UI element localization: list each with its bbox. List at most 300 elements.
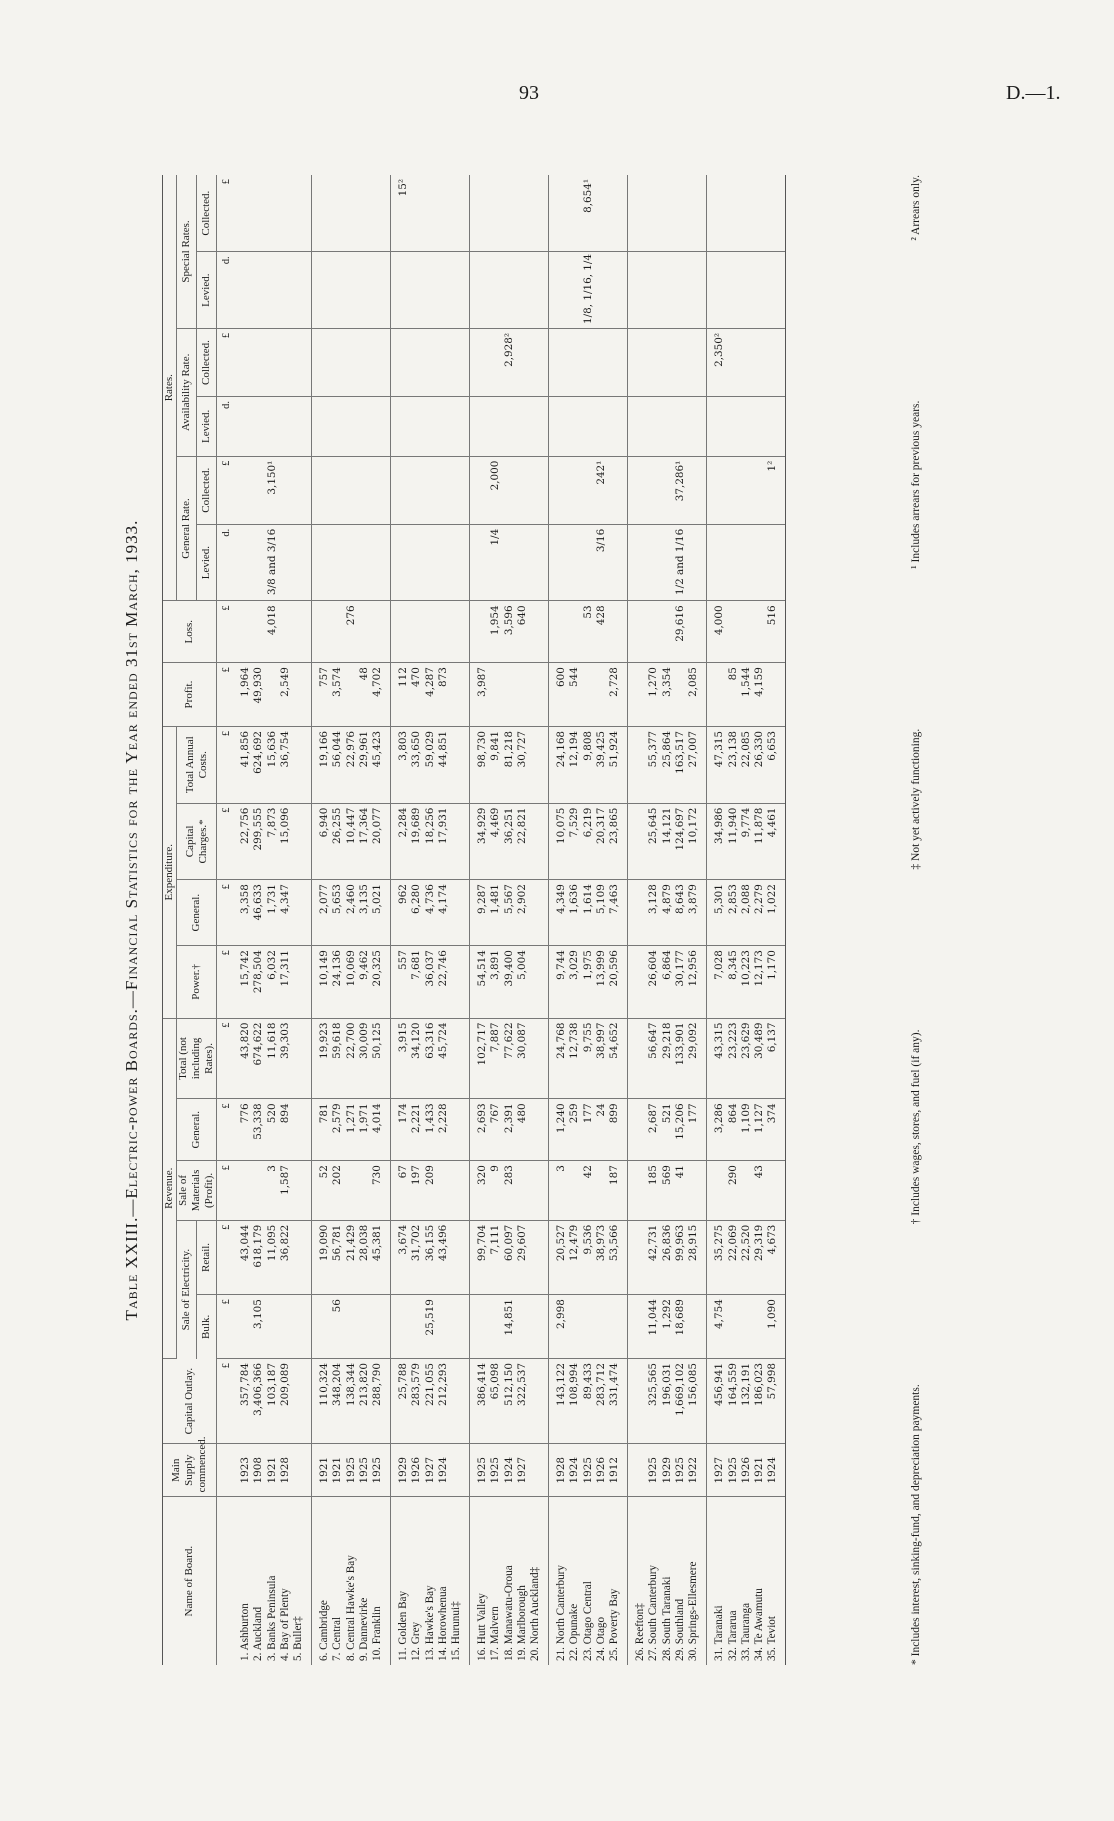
table-cell bbox=[516, 1161, 529, 1221]
table-cell bbox=[628, 252, 648, 329]
table-row bbox=[266, 175, 279, 1665]
table-cell bbox=[358, 252, 371, 329]
table-cell bbox=[529, 663, 549, 727]
table-cell: 29,616 bbox=[674, 601, 687, 663]
table-cell: 1,270 bbox=[647, 663, 660, 727]
table-cell: 99,963 bbox=[674, 1220, 687, 1294]
table-cell bbox=[331, 175, 344, 252]
table-cell bbox=[568, 524, 581, 601]
table-cell bbox=[233, 1161, 252, 1221]
table-cell bbox=[424, 524, 437, 601]
table-cell: 9,755 bbox=[582, 1018, 595, 1099]
table-cell: 3,128 bbox=[647, 880, 660, 946]
header-special-collected: Collected. bbox=[197, 175, 217, 252]
table-cell: 28,038 bbox=[358, 1220, 371, 1294]
table-cell: 34,986 bbox=[707, 803, 727, 880]
table-cell: 428 bbox=[595, 601, 608, 663]
table-cell: 2,902 bbox=[516, 880, 529, 946]
table-cell: 6,219 bbox=[582, 803, 595, 880]
header-power: Power.† bbox=[177, 946, 217, 1018]
table-cell: 4,879 bbox=[661, 880, 674, 946]
table-cell bbox=[549, 397, 569, 457]
table-cell: 12,173 bbox=[753, 946, 766, 1018]
table-cell bbox=[516, 663, 529, 727]
table-cell bbox=[661, 456, 674, 524]
table-cell bbox=[687, 175, 707, 252]
board-name-cell: 4. Bay of Plenty bbox=[278, 1588, 291, 1661]
table-cell bbox=[628, 803, 648, 880]
table-cell: 873 bbox=[437, 663, 450, 727]
table-cell bbox=[727, 601, 740, 663]
table-cell: 12,738 bbox=[568, 1018, 581, 1099]
table-cell bbox=[450, 1018, 470, 1099]
table-cell: 1,954 bbox=[489, 601, 502, 663]
table-cell: 4,347 bbox=[279, 880, 292, 946]
table-cell: 37,286¹ bbox=[674, 456, 687, 524]
table-cell bbox=[582, 1295, 595, 1359]
table-cell: 10,149 bbox=[312, 946, 332, 1018]
table-cell: 10,075 bbox=[549, 803, 569, 880]
table-cell bbox=[292, 1161, 312, 1221]
board-name-cell: 20. North Auckland‡ bbox=[529, 1497, 549, 1665]
unit-cell: £ bbox=[217, 1099, 234, 1161]
table-cell bbox=[450, 1220, 470, 1294]
table-row bbox=[766, 175, 786, 1665]
table-cell bbox=[707, 397, 727, 457]
table-cell bbox=[252, 1161, 265, 1221]
table-cell: 6,137 bbox=[766, 1018, 786, 1099]
footnote-arrears-only: ² Arrears only. bbox=[910, 175, 922, 241]
table-cell: 1924 bbox=[568, 1444, 581, 1497]
table-row bbox=[516, 175, 529, 1665]
table-cell: 23,223 bbox=[727, 1018, 740, 1099]
table-cell: 2,284 bbox=[391, 803, 411, 880]
table-row bbox=[740, 175, 753, 1665]
table-cell bbox=[707, 524, 727, 601]
footnote-not-functioning: ‡ Not yet actively functioning. bbox=[910, 728, 922, 870]
table-cell: 320 bbox=[470, 1161, 490, 1221]
table-cell bbox=[529, 1359, 549, 1444]
table-cell: 30,489 bbox=[753, 1018, 766, 1099]
financial-statistics-table bbox=[162, 175, 786, 1665]
table-cell: 41,856 bbox=[233, 726, 252, 803]
board-name-cell: 3. Banks Peninsula bbox=[265, 1575, 278, 1661]
table-cell: 456,941 bbox=[707, 1359, 727, 1444]
table-cell: 36,754 bbox=[279, 726, 292, 803]
table-cell: 7,887 bbox=[489, 1018, 502, 1099]
table-cell: 2,350² bbox=[707, 328, 727, 396]
table-cell bbox=[470, 328, 490, 396]
table-cell: 480 bbox=[516, 1099, 529, 1161]
table-cell bbox=[345, 397, 358, 457]
table-cell bbox=[516, 1295, 529, 1359]
table-cell bbox=[628, 397, 648, 457]
table-cell bbox=[437, 1161, 450, 1221]
table-cell: 1924 bbox=[766, 1444, 786, 1497]
table-cell: 640 bbox=[516, 601, 529, 663]
header-special-rates: Special Rates. bbox=[177, 175, 197, 328]
table-cell bbox=[292, 601, 312, 663]
table-cell: 2,687 bbox=[647, 1099, 660, 1161]
table-cell: 3,915 bbox=[391, 1018, 411, 1099]
table-cell bbox=[766, 328, 786, 396]
unit-cell: £ bbox=[217, 880, 234, 946]
table-cell bbox=[391, 397, 411, 457]
table-cell bbox=[529, 803, 549, 880]
table-cell bbox=[424, 397, 437, 457]
table-cell bbox=[437, 601, 450, 663]
table-cell: 386,414 bbox=[470, 1359, 490, 1444]
table-cell bbox=[595, 252, 608, 329]
table-cell bbox=[529, 328, 549, 396]
table-row bbox=[252, 175, 265, 1665]
table-cell bbox=[470, 524, 490, 601]
table-cell: 22,520 bbox=[740, 1220, 753, 1294]
table-cell bbox=[753, 397, 766, 457]
table-cell: 26,255 bbox=[331, 803, 344, 880]
table-cell bbox=[252, 328, 265, 396]
table-cell bbox=[687, 397, 707, 457]
table-cell bbox=[450, 1295, 470, 1359]
table-cell bbox=[549, 524, 569, 601]
table-cell bbox=[410, 524, 423, 601]
table-row bbox=[391, 175, 411, 1665]
table-cell bbox=[279, 524, 292, 601]
table-cell: 23,138 bbox=[727, 726, 740, 803]
table-cell bbox=[345, 524, 358, 601]
table-cell: 1908 bbox=[252, 1444, 265, 1497]
header-expenditure-general: General. bbox=[177, 880, 217, 946]
table-row bbox=[707, 175, 727, 1665]
table-cell: 1² bbox=[766, 456, 786, 524]
table-cell: 196,031 bbox=[661, 1359, 674, 1444]
table-cell bbox=[628, 1018, 648, 1099]
table-cell: 1,669,102 bbox=[674, 1359, 687, 1444]
table-cell bbox=[233, 524, 252, 601]
table-cell bbox=[233, 601, 252, 663]
table-cell bbox=[529, 524, 549, 601]
table-cell bbox=[529, 1099, 549, 1161]
header-total-annual-costs: Total Annual Costs. bbox=[177, 726, 217, 803]
table-cell: 221,055 bbox=[424, 1359, 437, 1444]
table-cell: 4,018 bbox=[266, 601, 279, 663]
table-cell: 102,717 bbox=[470, 1018, 490, 1099]
table-cell bbox=[529, 1018, 549, 1099]
table-cell bbox=[568, 1161, 581, 1221]
board-name-cell: 6. Cambridge bbox=[318, 1600, 331, 1661]
table-cell bbox=[628, 663, 648, 727]
table-cell bbox=[753, 524, 766, 601]
table-cell bbox=[753, 456, 766, 524]
table-cell: 2,279 bbox=[753, 880, 766, 946]
table-cell bbox=[358, 328, 371, 396]
table-cell bbox=[424, 252, 437, 329]
table-cell bbox=[331, 601, 344, 663]
header-availability-collected: Collected. bbox=[197, 328, 217, 396]
table-cell: 600 bbox=[549, 663, 569, 727]
table-cell: 15,206 bbox=[674, 1099, 687, 1161]
table-cell: 22,756 bbox=[233, 803, 252, 880]
table-cell: 99,704 bbox=[470, 1220, 490, 1294]
table-cell bbox=[740, 175, 753, 252]
table-cell bbox=[661, 601, 674, 663]
table-row bbox=[727, 175, 740, 1665]
table-cell bbox=[437, 397, 450, 457]
table-cell: 10,447 bbox=[345, 803, 358, 880]
table-cell: 10,223 bbox=[740, 946, 753, 1018]
table-cell bbox=[345, 175, 358, 252]
table-row bbox=[582, 175, 595, 1665]
table-cell bbox=[727, 328, 740, 396]
table-cell: 8,654¹ bbox=[582, 175, 595, 252]
header-expenditure: Expenditure. bbox=[163, 726, 177, 1018]
table-cell bbox=[410, 456, 423, 524]
table-cell bbox=[292, 946, 312, 1018]
table-cell bbox=[529, 456, 549, 524]
table-cell: 3,891 bbox=[489, 946, 502, 1018]
table-cell bbox=[568, 397, 581, 457]
table-cell: 103,187 bbox=[266, 1359, 279, 1444]
table-cell: 3,150¹ bbox=[266, 456, 279, 524]
table-cell: 1,971 bbox=[358, 1099, 371, 1161]
table-cell bbox=[529, 1295, 549, 1359]
table-cell bbox=[279, 175, 292, 252]
table-cell: 22,085 bbox=[740, 726, 753, 803]
table-row bbox=[345, 175, 358, 1665]
table-cell: 1925 bbox=[674, 1444, 687, 1497]
table-cell bbox=[753, 1295, 766, 1359]
table-cell: 143,122 bbox=[549, 1359, 569, 1444]
table-cell: 5,021 bbox=[371, 880, 391, 946]
board-name-cell: 31. Taranaki bbox=[713, 1605, 726, 1661]
table-cell: 34,929 bbox=[470, 803, 490, 880]
table-row bbox=[674, 175, 687, 1665]
table-cell: 276 bbox=[345, 601, 358, 663]
table-cell bbox=[233, 252, 252, 329]
table-cell bbox=[674, 175, 687, 252]
table-cell: 8,345 bbox=[727, 946, 740, 1018]
table-cell: 43 bbox=[753, 1161, 766, 1221]
table-cell bbox=[529, 1220, 549, 1294]
table-cell: 1921 bbox=[753, 1444, 766, 1497]
table-cell bbox=[568, 456, 581, 524]
table-cell bbox=[450, 1161, 470, 1221]
board-name-cell: 5. Buller‡ bbox=[292, 1497, 312, 1665]
table-cell: 43,820 bbox=[233, 1018, 252, 1099]
table-cell bbox=[529, 252, 549, 329]
table-cell: 56,781 bbox=[331, 1220, 344, 1294]
table-cell: 56,044 bbox=[331, 726, 344, 803]
table-cell bbox=[503, 252, 516, 329]
table-cell bbox=[266, 663, 279, 727]
table-cell: 7,873 bbox=[266, 803, 279, 880]
board-name-cell: 30. Springs-Ellesmere bbox=[687, 1497, 707, 1665]
table-cell: 36,251 bbox=[503, 803, 516, 880]
header-availability-rate: Availability Rate. bbox=[177, 328, 197, 456]
table-cell bbox=[753, 328, 766, 396]
table-cell: 43,496 bbox=[437, 1220, 450, 1294]
table-cell: 22,746 bbox=[437, 946, 450, 1018]
table-cell bbox=[529, 601, 549, 663]
table-cell bbox=[331, 397, 344, 457]
table-cell: 24 bbox=[595, 1099, 608, 1161]
table-cell bbox=[503, 175, 516, 252]
table-cell: 36,155 bbox=[424, 1220, 437, 1294]
table-cell bbox=[450, 880, 470, 946]
table-cell bbox=[727, 397, 740, 457]
table-cell: 4,287 bbox=[424, 663, 437, 727]
table-cell: 624,692 bbox=[252, 726, 265, 803]
table-cell bbox=[450, 601, 470, 663]
table-cell: 9,462 bbox=[358, 946, 371, 1018]
table-cell: 41 bbox=[674, 1161, 687, 1221]
table-cell: 11,878 bbox=[753, 803, 766, 880]
table-cell bbox=[266, 175, 279, 252]
table-cell: 45,724 bbox=[437, 1018, 450, 1099]
table-cell: 53 bbox=[582, 601, 595, 663]
table-cell bbox=[424, 456, 437, 524]
unit-cell: £ bbox=[217, 1018, 234, 1099]
table-cell bbox=[371, 175, 391, 252]
table-cell bbox=[727, 252, 740, 329]
header-bulk: Bulk. bbox=[197, 1295, 217, 1359]
table-cell: 202 bbox=[331, 1161, 344, 1221]
table-cell: 163,517 bbox=[674, 726, 687, 803]
table-cell bbox=[628, 1359, 648, 1444]
table-cell bbox=[292, 1359, 312, 1444]
table-cell: 63,316 bbox=[424, 1018, 437, 1099]
table-cell bbox=[582, 663, 595, 727]
table-cell bbox=[470, 252, 490, 329]
table-cell: 42 bbox=[582, 1161, 595, 1221]
table-cell bbox=[529, 175, 549, 252]
table-cell: 1,975 bbox=[582, 946, 595, 1018]
table-cell bbox=[450, 1099, 470, 1161]
table-cell bbox=[661, 328, 674, 396]
table-cell: 197 bbox=[410, 1161, 423, 1221]
table-cell bbox=[608, 456, 628, 524]
table-cell: 36,037 bbox=[424, 946, 437, 1018]
table-cell: 4,469 bbox=[489, 803, 502, 880]
table-cell bbox=[628, 880, 648, 946]
table-cell: 1927 bbox=[516, 1444, 529, 1497]
header-availability-levied: Levied. bbox=[197, 397, 217, 457]
table-cell: 22,700 bbox=[345, 1018, 358, 1099]
table-cell: 10,069 bbox=[345, 946, 358, 1018]
unit-cell: £ bbox=[217, 601, 234, 663]
table-cell: 1923 bbox=[233, 1444, 252, 1497]
table-cell: 52 bbox=[312, 1161, 332, 1221]
table-cell: 31,702 bbox=[410, 1220, 423, 1294]
table-cell: 1/4 bbox=[489, 524, 502, 601]
table-cell: 4,461 bbox=[766, 803, 786, 880]
table-cell bbox=[279, 601, 292, 663]
table-cell bbox=[391, 456, 411, 524]
table-cell: 11,095 bbox=[266, 1220, 279, 1294]
table-cell: 2,085 bbox=[687, 663, 707, 727]
table-cell: 6,940 bbox=[312, 803, 332, 880]
table-cell: 38,973 bbox=[595, 1220, 608, 1294]
table-cell: 290 bbox=[727, 1161, 740, 1221]
table-cell: 1922 bbox=[687, 1444, 707, 1497]
table-cell bbox=[608, 397, 628, 457]
table-cell bbox=[410, 175, 423, 252]
table-cell bbox=[279, 1295, 292, 1359]
table-cell bbox=[292, 328, 312, 396]
table-cell: 19,689 bbox=[410, 803, 423, 880]
table-cell bbox=[549, 456, 569, 524]
table-cell bbox=[740, 252, 753, 329]
table-cell: 4,159 bbox=[753, 663, 766, 727]
table-row bbox=[608, 175, 628, 1665]
table-cell bbox=[608, 328, 628, 396]
table-cell bbox=[292, 1220, 312, 1294]
table-cell bbox=[470, 601, 490, 663]
unit-cell: d. bbox=[217, 397, 234, 457]
table-cell: 2,000 bbox=[489, 456, 502, 524]
table-cell bbox=[292, 880, 312, 946]
table-cell: 9,841 bbox=[489, 726, 502, 803]
table-row bbox=[661, 175, 674, 1665]
table-cell bbox=[331, 524, 344, 601]
table-cell: 30,009 bbox=[358, 1018, 371, 1099]
table-cell bbox=[707, 456, 727, 524]
board-name-cell: 33. Tauranga bbox=[739, 1602, 752, 1661]
table-cell: 325,565 bbox=[647, 1359, 660, 1444]
table-cell: 51,924 bbox=[608, 726, 628, 803]
table-cell bbox=[608, 1295, 628, 1359]
board-name-cell: 17. Malvern bbox=[489, 1606, 502, 1661]
table-cell: 283,579 bbox=[410, 1359, 423, 1444]
table-cell bbox=[628, 946, 648, 1018]
table-cell: 2,549 bbox=[279, 663, 292, 727]
table-cell: 1,731 bbox=[266, 880, 279, 946]
table-cell: 4,736 bbox=[424, 880, 437, 946]
table-cell bbox=[391, 252, 411, 329]
table-cell: 1,614 bbox=[582, 880, 595, 946]
table-cell: 1,587 bbox=[279, 1161, 292, 1221]
footnote-power: † Includes wages, stores, and fuel (if any). bbox=[910, 1029, 922, 1225]
table-cell bbox=[647, 328, 660, 396]
table-cell bbox=[628, 1444, 648, 1497]
table-cell: 1,109 bbox=[740, 1099, 753, 1161]
board-name-cell: 26. Reefton‡ bbox=[634, 1603, 647, 1661]
table-cell bbox=[661, 252, 674, 329]
table-cell: 1,090 bbox=[766, 1295, 786, 1359]
unit-cell: £ bbox=[217, 175, 234, 252]
table-cell: 9,808 bbox=[582, 726, 595, 803]
table-cell bbox=[358, 175, 371, 252]
table-cell: 45,423 bbox=[371, 726, 391, 803]
table-cell: 4,754 bbox=[707, 1295, 727, 1359]
table-cell bbox=[529, 880, 549, 946]
table-cell: 1925 bbox=[470, 1444, 490, 1497]
table-cell: 45,381 bbox=[371, 1220, 391, 1294]
table-cell: 54,514 bbox=[470, 946, 490, 1018]
table-cell bbox=[568, 328, 581, 396]
table-cell: 757 bbox=[312, 663, 332, 727]
table-cell: 1925 bbox=[489, 1444, 502, 1497]
table-cell bbox=[312, 175, 332, 252]
table-cell bbox=[292, 456, 312, 524]
table-cell: 776 bbox=[233, 1099, 252, 1161]
table-cell: 67 bbox=[391, 1161, 411, 1221]
table-cell bbox=[371, 328, 391, 396]
table-cell: 331,474 bbox=[608, 1359, 628, 1444]
table-cell: 29,319 bbox=[753, 1220, 766, 1294]
table-cell: 50,125 bbox=[371, 1018, 391, 1099]
table-cell: 138,344 bbox=[345, 1359, 358, 1444]
